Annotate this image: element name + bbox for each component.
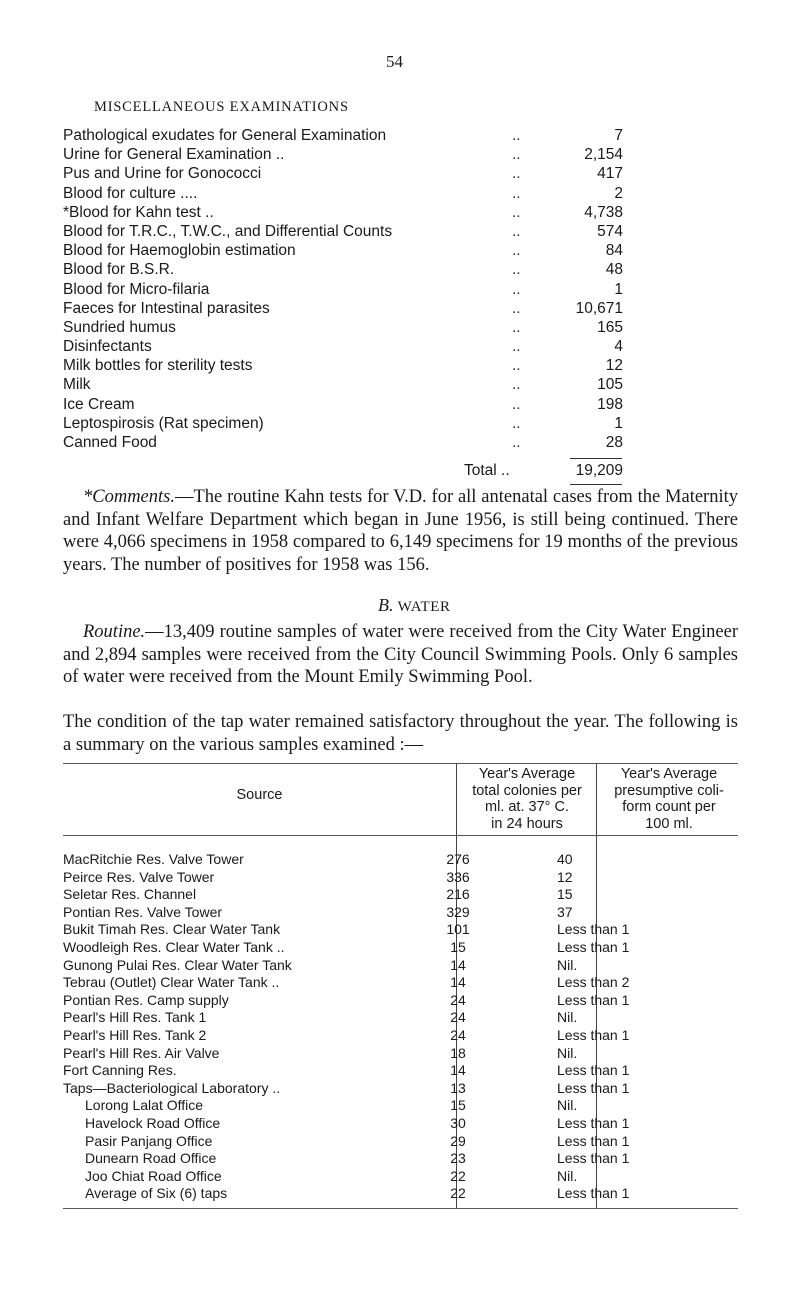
table-row: [63, 1009, 738, 1027]
examination-count: 574: [597, 222, 623, 240]
examination-row: [63, 375, 623, 394]
examinations-list: [63, 126, 623, 452]
table-cell-source: Pontian Res. Valve Tower: [63, 903, 223, 920]
examination-label: Canned Food: [63, 434, 157, 451]
header-line: ml. at. 37° C.: [485, 799, 569, 815]
table-cell-colonies: 15: [450, 939, 466, 955]
table-row: [63, 957, 738, 975]
table-cell-coliform: 15: [557, 886, 573, 903]
table-row: [63, 921, 738, 939]
page-number: 54: [386, 52, 403, 71]
header-line: Year's Average: [620, 766, 718, 782]
examination-row: [63, 145, 623, 164]
table-cell-colonies: 24: [450, 1009, 466, 1026]
section-heading: MISCELLANEOUS EXAMINATIONS: [94, 99, 349, 115]
comments-lead: *Comments.: [83, 487, 175, 507]
header-line: form count per: [622, 799, 716, 815]
examination-count: 198: [597, 395, 623, 413]
examination-count: 4: [614, 338, 623, 356]
table-top-rule: [63, 763, 738, 764]
table-row: [63, 851, 738, 869]
examination-count: 2: [614, 184, 623, 202]
table-cell-coliform: 12: [557, 868, 573, 885]
examination-label: Blood for T.R.C., T.W.C., and Differential Counts: [63, 222, 393, 240]
table-cell-coliform: Nil.: [557, 956, 578, 973]
table-cell-colonies: 23: [450, 1150, 466, 1167]
examination-leader-dots: ..: [512, 242, 521, 260]
table-cell-colonies: 29: [450, 1132, 466, 1149]
examination-leader-dots: ..: [512, 357, 521, 375]
examination-label: Blood for Micro-filaria: [63, 280, 210, 298]
table-bottom-rule: [63, 1208, 738, 1209]
table-cell-coliform: Nil.: [557, 1097, 578, 1114]
examination-row: [63, 395, 623, 414]
examination-row: [63, 203, 623, 222]
examination-count: 105: [597, 376, 623, 394]
routine-lead: Routine.: [83, 622, 146, 642]
table-cell-coliform: Less than 1: [557, 1115, 630, 1131]
examination-row: [63, 222, 623, 241]
examination-label: Sundried humus: [63, 318, 176, 336]
header-colonies: [460, 766, 594, 832]
examination-leader-dots: ..: [512, 376, 521, 394]
table-row: [63, 1080, 738, 1098]
table-cell-coliform: Less than 1: [557, 991, 630, 1008]
total-rule-bottom: [570, 484, 622, 485]
table-cell-colonies: 216: [446, 886, 470, 903]
table-cell-colonies: 101: [446, 921, 470, 938]
examination-count: 4,738: [584, 203, 623, 221]
examination-row: [63, 414, 623, 433]
total-label: Total ..: [464, 462, 510, 479]
table-row: [63, 992, 738, 1010]
table-cell-source: Dunearn Road Office: [85, 1150, 217, 1167]
examination-label: Leptospirosis (Rat specimen): [63, 414, 264, 432]
examination-leader-dots: ..: [512, 184, 521, 202]
examination-leader-dots: ..: [512, 414, 521, 432]
examination-count: 84: [605, 242, 623, 260]
table-cell-source: Lorong Lalat Office: [85, 1097, 204, 1114]
table-cell-source: Peirce Res. Valve Tower: [63, 868, 215, 885]
water-summary-table: [63, 763, 738, 1208]
examination-row: [63, 164, 623, 183]
examination-leader-dots: ..: [512, 434, 521, 451]
table-cell-source: Seletar Res. Channel: [63, 886, 197, 903]
table-cell-source: Woodleigh Res. Clear Water Tank ..: [63, 939, 285, 955]
table-cell-colonies: 276: [446, 851, 470, 867]
table-row: [63, 1150, 738, 1168]
table-cell-coliform: Less than 1: [557, 1062, 630, 1079]
examination-row: [63, 126, 623, 145]
table-cell-source: Joo Chiat Road Office: [85, 1167, 222, 1184]
comments-paragraph: [63, 486, 738, 576]
header-line: Year's Average: [478, 766, 576, 782]
examination-row: [63, 318, 623, 337]
total-rule: [570, 458, 622, 459]
examination-leader-dots: ..: [512, 261, 521, 279]
examination-label: Blood for Haemoglobin estimation: [63, 242, 296, 260]
examination-leader-dots: ..: [512, 222, 521, 240]
table-cell-coliform: Less than 1: [557, 939, 630, 955]
table-row: [63, 1062, 738, 1080]
table-cell-coliform: Less than 1: [557, 1150, 630, 1167]
examination-row: [63, 280, 623, 299]
examination-row: [63, 356, 623, 375]
examination-row: [63, 260, 623, 279]
table-cell-colonies: 18: [450, 1044, 466, 1061]
table-row: [63, 1185, 738, 1203]
routine-paragraph: [63, 621, 738, 689]
examination-leader-dots: ..: [512, 203, 521, 221]
table-cell-coliform: 40: [557, 851, 573, 867]
table-cell-coliform: Nil.: [557, 1044, 578, 1061]
table-cell-colonies: 336: [446, 868, 470, 885]
table-row: [63, 869, 738, 887]
examination-label: Pus and Urine for Gonococci: [63, 165, 262, 183]
examination-count: 48: [605, 261, 623, 279]
table-cell-source: Pearl's Hill Res. Air Valve: [63, 1044, 220, 1061]
table-cell-source: Tebrau (Outlet) Clear Water Tank ..: [63, 974, 280, 991]
examination-count: 2,154: [584, 146, 623, 164]
examination-leader-dots: ..: [512, 127, 521, 144]
table-row: [63, 1168, 738, 1186]
examination-label: Faeces for Intestinal parasites: [63, 299, 270, 317]
table-cell-colonies: 30: [450, 1115, 466, 1131]
table-cell-colonies: 14: [450, 1062, 466, 1079]
table-cell-colonies: 24: [450, 1027, 466, 1043]
table-cell-colonies: 22: [450, 1185, 466, 1202]
examination-count: 10,671: [575, 299, 623, 317]
table-cell-coliform: Less than 1: [557, 1132, 630, 1149]
table-cell-source: Fort Canning Res.: [63, 1062, 177, 1079]
examination-row: [63, 299, 623, 318]
table-row: [63, 1097, 738, 1115]
examination-leader-dots: ..: [512, 318, 521, 336]
examination-label: Ice Cream: [63, 395, 135, 413]
examination-leader-dots: ..: [512, 338, 521, 356]
table-cell-colonies: 14: [450, 956, 466, 973]
examination-label: Blood for B.S.R.: [63, 261, 175, 279]
header-line: total colonies per: [472, 782, 582, 799]
examination-label: Pathological exudates for General Examination: [63, 127, 387, 144]
water-heading-letter: B.: [378, 595, 394, 615]
condition-text: The condition of the tap water remained satisfactory throughout the year. The following is a summary on the various samples examined :—: [63, 712, 738, 755]
table-row: [63, 1133, 738, 1151]
table-row: [63, 974, 738, 992]
table-row: [63, 1027, 738, 1045]
examination-label: Urine for General Examination ..: [63, 146, 285, 164]
examination-label: Milk bottles for sterility tests: [63, 357, 253, 375]
header-line: in 24 hours: [491, 815, 563, 832]
table-cell-colonies: 15: [450, 1097, 466, 1114]
table-cell-source: Gunong Pulai Res. Clear Water Tank: [63, 956, 292, 973]
table-cell-source: MacRitchie Res. Valve Tower: [63, 851, 244, 867]
table-cell-coliform: Nil.: [557, 1009, 578, 1026]
table-header-rule: [63, 835, 738, 836]
header-line: 100 ml.: [645, 815, 693, 832]
header-source: Source: [236, 787, 283, 803]
table-cell-source: Pasir Panjang Office: [85, 1132, 213, 1149]
examination-count: 1: [614, 280, 623, 298]
table-cell-colonies: 329: [446, 903, 470, 920]
examination-leader-dots: ..: [512, 165, 521, 183]
table-cell-colonies: 14: [450, 974, 466, 991]
examination-leader-dots: ..: [512, 280, 521, 298]
examination-leader-dots: ..: [512, 299, 521, 317]
table-cell-coliform: Nil.: [557, 1167, 578, 1184]
table-cell-source: Bukit Timah Res. Clear Water Tank: [63, 921, 281, 938]
table-cell-source: Taps—Bacteriological Laboratory ..: [63, 1079, 281, 1096]
examination-label: *Blood for Kahn test ..: [63, 203, 214, 221]
table-cell-coliform: Less than 1: [557, 1027, 630, 1043]
table-cell-source: Average of Six (6) taps: [85, 1185, 228, 1202]
examination-row: [63, 337, 623, 356]
header-line: presumptive coli-: [614, 782, 724, 799]
header-coliform: [600, 766, 738, 832]
table-cell-colonies: 13: [450, 1079, 466, 1096]
examination-count: 12: [605, 357, 623, 375]
examination-leader-dots: ..: [512, 395, 521, 413]
examination-row: [63, 433, 623, 452]
examination-leader-dots: ..: [512, 146, 521, 164]
examination-label: Milk: [63, 376, 91, 394]
water-heading: [378, 595, 451, 616]
table-row: [63, 1045, 738, 1063]
table-cell-coliform: Less than 2: [557, 974, 630, 991]
table-row: [63, 939, 738, 957]
examination-count: 7: [614, 127, 623, 144]
table-cell-coliform: Less than 1: [557, 921, 630, 938]
table-cell-source: Pearl's Hill Res. Tank 2: [63, 1027, 207, 1043]
water-heading-title: WATER: [397, 599, 451, 615]
table-row: [63, 1115, 738, 1133]
examination-row: [63, 241, 623, 260]
examination-count: 28: [605, 434, 623, 451]
table-cell-colonies: 24: [450, 991, 466, 1008]
comments-text: —The routine Kahn tests for V.D. for all antenatal cases from the Maternity and Infant Welfare Department which began in June 1956, is still being continued. There were 4,066 specimens in 1958 compared to 6,149 specimens for 19 months of the previous years. The number of positives for 1958 was 156.: [63, 487, 738, 575]
table-cell-coliform: Less than 1: [557, 1079, 630, 1096]
examination-row: [63, 184, 623, 203]
examination-count: 165: [597, 318, 623, 336]
examination-label: Blood for culture ....: [63, 184, 198, 202]
table-row: [63, 904, 738, 922]
routine-text: —13,409 routine samples of water were received from the City Water Engineer and 2,894 samples were received from the City Council Swimming Pools. Only 6 samples of water were received from the Mount Emily Swimming Pool.: [63, 622, 738, 687]
table-row: [63, 886, 738, 904]
table-cell-colonies: 22: [450, 1167, 466, 1184]
condition-paragraph: [63, 711, 738, 756]
examination-label: Disinfectants: [63, 338, 152, 356]
table-cell-source: Pearl's Hill Res. Tank 1: [63, 1009, 207, 1026]
total-value: 19,209: [575, 462, 623, 479]
table-cell-coliform: Less than 1: [557, 1185, 630, 1202]
table-cell-source: Havelock Road Office: [85, 1115, 221, 1131]
table-cell-source: Pontian Res. Camp supply: [63, 991, 229, 1008]
table-cell-coliform: 37: [557, 903, 573, 920]
examination-count: 417: [597, 165, 623, 183]
examination-count: 1: [614, 414, 623, 432]
